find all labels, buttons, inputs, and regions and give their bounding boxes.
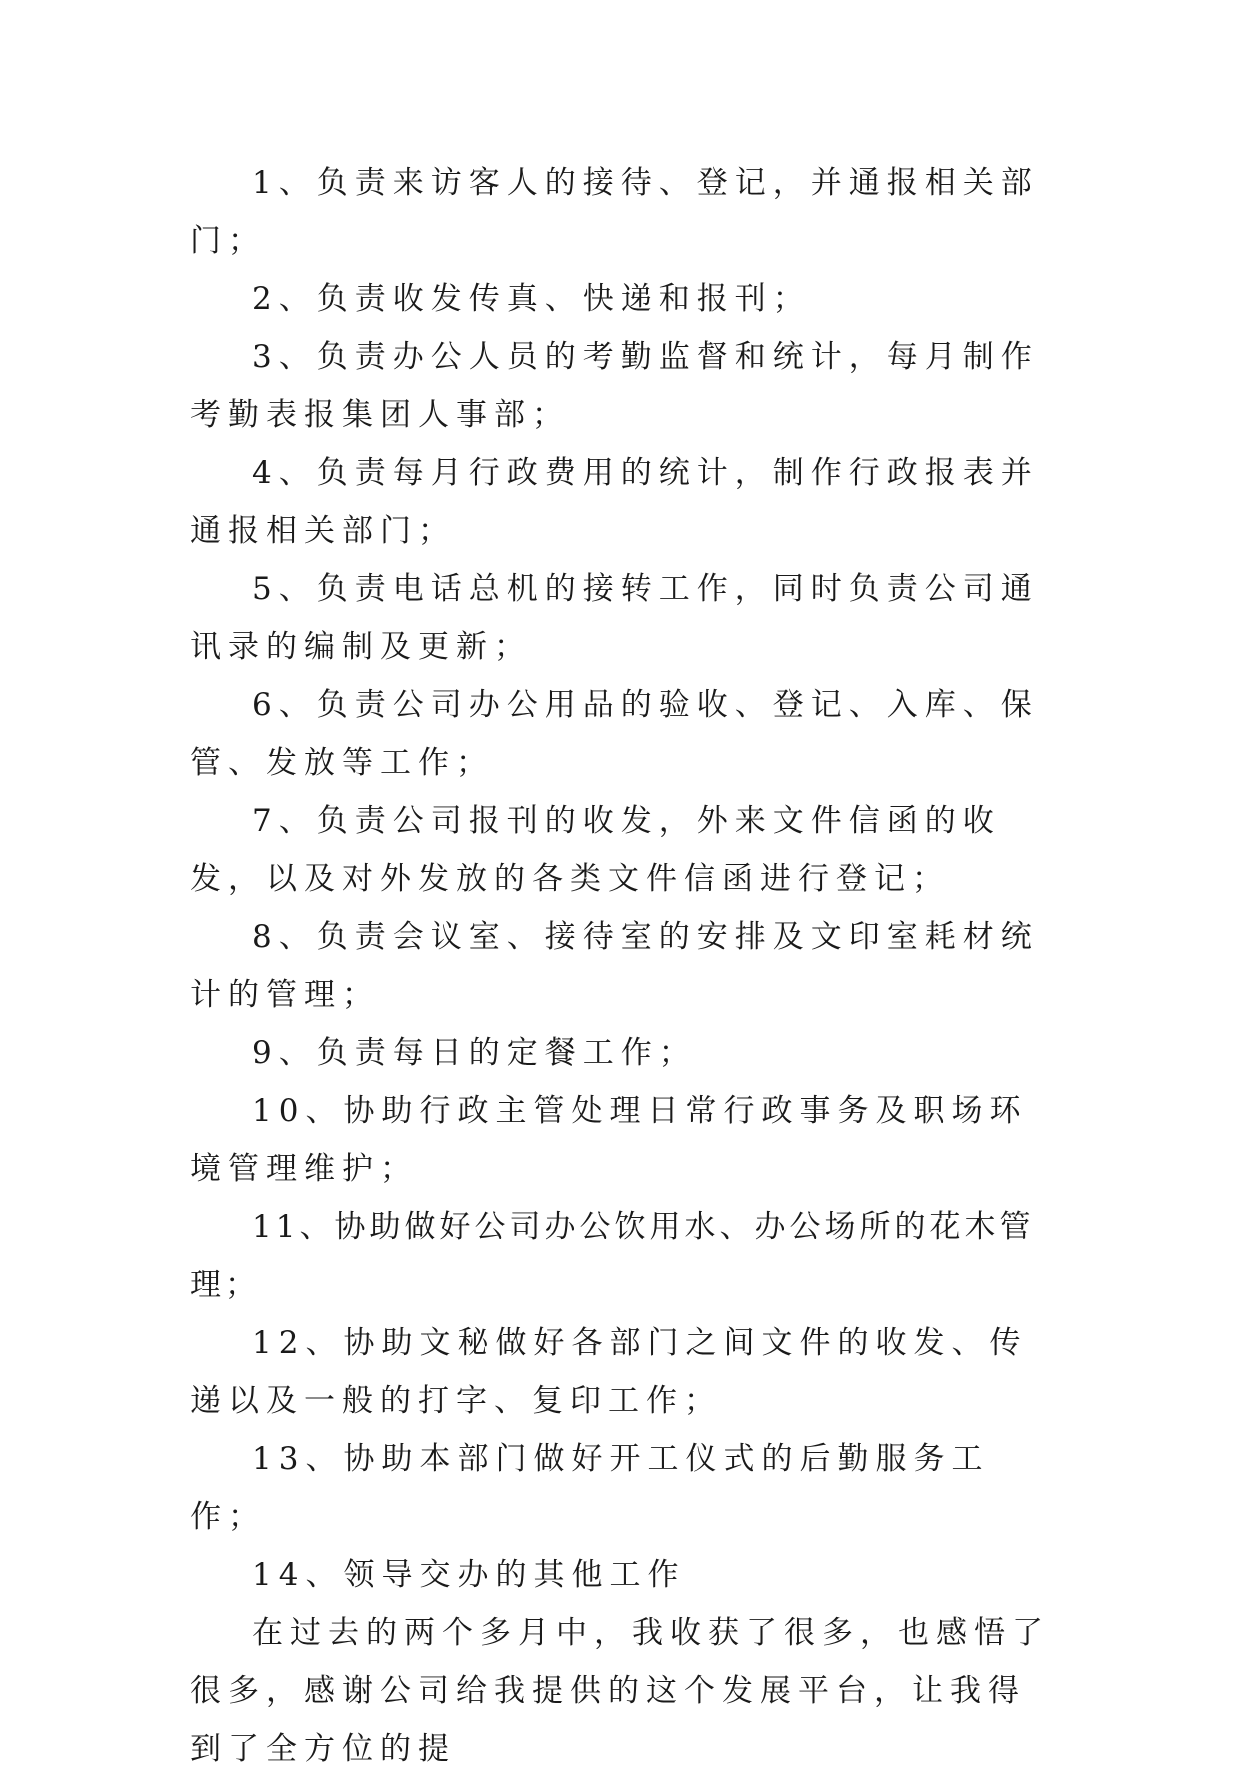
paragraph-1: 1、负责来访客人的接待、登记，并通报相关部门；	[190, 165, 1039, 259]
paragraph-12: 12、协助文秘做好各部门之间文件的收发、传递以及一般的打字、复印工作；	[190, 1325, 1028, 1419]
paragraph-2: 2、负责收发传真、快递和报刊；	[252, 281, 811, 317]
paragraph-10: 10、协助行政主管处理日常行政事务及职场环境管理维护；	[190, 1093, 1028, 1187]
paragraph-3: 3、负责办公人员的考勤监督和统计，每月制作考勤表报集团人事部；	[190, 339, 1039, 433]
document-body	[190, 154, 1052, 1778]
paragraph-6: 6、负责公司办公用品的验收、登记、入库、保管、发放等工作；	[190, 687, 1039, 781]
paragraph-7: 7、负责公司报刊的收发，外来文件信函的收发，以及对外发放的各类文件信函进行登记；	[190, 803, 1001, 897]
paragraph-5: 5、负责电话总机的接转工作，同时负责公司通讯录的编制及更新；	[190, 571, 1039, 665]
paragraph-11: 11、协助做好公司办公饮用水、办公场所的花木管理；	[190, 1209, 1035, 1303]
paragraph-15: 在过去的两个多月中，我收获了很多，也感悟了很多，感谢公司给我提供的这个发展平台，让我得到了全方位的提	[190, 1615, 1050, 1767]
paragraph-4: 4、负责每月行政费用的统计，制作行政报表并通报相关部门；	[190, 455, 1039, 549]
paragraph-8: 8、负责会议室、接待室的安排及文印室耗材统计的管理；	[190, 919, 1039, 1013]
paragraph-9: 9、负责每日的定餐工作；	[252, 1035, 697, 1071]
paragraph-13: 13、协助本部门做好开工仪式的后勤服务工作；	[190, 1441, 990, 1535]
paragraph-14: 14、领导交办的其他工作	[252, 1557, 686, 1593]
